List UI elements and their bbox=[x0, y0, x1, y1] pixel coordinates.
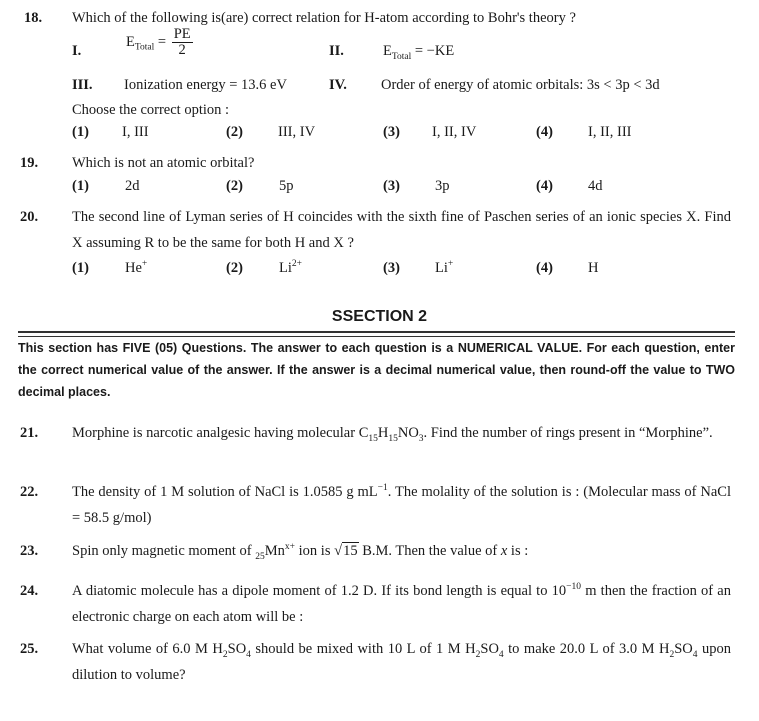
option-2[interactable]: III, IV bbox=[278, 124, 316, 140]
statement-i: $E_{Total}$ = $\frac{PE}{2}$ bbox=[126, 26, 191, 58]
question-text: Spin only magnetic moment of $_{25}Mn^{x+}$ ion is √15 B.M. Then the value of x is : bbox=[72, 542, 529, 562]
option-label: (2) bbox=[226, 178, 243, 194]
option-label: (3) bbox=[383, 124, 400, 140]
option-1[interactable]: 2d bbox=[125, 178, 140, 194]
statement-label: II. bbox=[329, 43, 344, 59]
question-number: 19. bbox=[20, 155, 39, 171]
option-4[interactable]: 4d bbox=[588, 178, 603, 194]
question-number: 18. bbox=[24, 10, 43, 26]
statement-label: IV. bbox=[329, 77, 347, 93]
option-label: (2) bbox=[226, 124, 243, 140]
option-label: (2) bbox=[226, 260, 243, 276]
question-text: Which is not an atomic orbital? bbox=[72, 155, 255, 171]
section-description: This section has FIVE (05) Questions. The answer to each question is a NUMERICAL VALUE. For each question, enter the correct numerical value of the answer. If the answer is a decimal numerical value, then round-off the value to TWO decimal places. bbox=[18, 341, 735, 399]
option-label: (4) bbox=[536, 124, 553, 140]
option-3[interactable]: Li+ bbox=[435, 259, 454, 276]
option-label: (1) bbox=[72, 124, 89, 140]
question-number: 22. bbox=[20, 484, 39, 500]
section-title: SSECTION 2 bbox=[331, 308, 428, 325]
question-text: Morphine is narcotic analgesic having molecular $C_{15}H_{15}NO_3$. Find the number of rings present in “Morphine”. bbox=[72, 425, 713, 444]
option-1[interactable]: I, III bbox=[122, 124, 149, 140]
question-number: 21. bbox=[20, 425, 39, 441]
option-2[interactable]: $Li^{2+}$ bbox=[279, 259, 302, 276]
question-number: 24. bbox=[20, 583, 39, 599]
option-label: (1) bbox=[72, 178, 89, 194]
fraction: $\frac{PE}{2}$ bbox=[173, 26, 191, 58]
option-3[interactable]: I, II, IV bbox=[432, 124, 477, 140]
option-4[interactable]: H bbox=[588, 260, 599, 276]
question-text: What volume of 6.0 M $H_2SO_4$ should be mixed with 10 L of 1 M $H_2SO_4$ to make 20.0 L of 3.0 M $H_2SO_4$ upon dilution to volume? bbox=[72, 641, 731, 683]
statement-label: I. bbox=[72, 43, 82, 59]
question-text: The density of 1 M solution of NaCl is 1.0585 g $mL^{-1}$. The molality of the solution is : (Molecular mass of NaCl = 58.5 g/mol) bbox=[72, 483, 732, 526]
question-text: Which of the following is(are) correct relation for H-atom according to Bohr's theory ? bbox=[72, 10, 576, 26]
question-number: 20. bbox=[20, 209, 39, 225]
option-label: (1) bbox=[72, 260, 89, 276]
option-label: (3) bbox=[383, 178, 400, 194]
question-number: 23. bbox=[20, 543, 39, 559]
option-2[interactable]: 5p bbox=[279, 178, 294, 194]
option-label: (3) bbox=[383, 260, 400, 276]
option-label: (4) bbox=[536, 260, 553, 276]
question-text: A diatomic molecule has a dipole moment of 1.2 D. If its bond length is equal to $10^{-10}$ m then the fraction of an electronic charge on each atom will be : bbox=[72, 582, 731, 625]
option-label: (4) bbox=[536, 178, 553, 194]
statement-iv: Order of energy of atomic orbitals: 3s < 3p < 3d bbox=[381, 77, 660, 93]
statement-label: III. bbox=[72, 77, 93, 93]
option-3[interactable]: 3p bbox=[435, 178, 450, 194]
option-4[interactable]: I, II, III bbox=[588, 124, 632, 140]
question-text: The second line of Lyman series of H coincides with the sixth fine of Paschen series of an ionic species X. Find X assuming R to be the same for both H and X ? bbox=[72, 209, 731, 251]
question-number: 25. bbox=[20, 641, 39, 657]
statement-iii: Ionization energy = 13.6 eV bbox=[124, 77, 287, 93]
option-1[interactable]: He+ bbox=[125, 259, 148, 276]
statement-ii: $E_{Total} = -KE$ bbox=[383, 43, 455, 62]
choose-prompt: Choose the correct option : bbox=[72, 102, 230, 118]
